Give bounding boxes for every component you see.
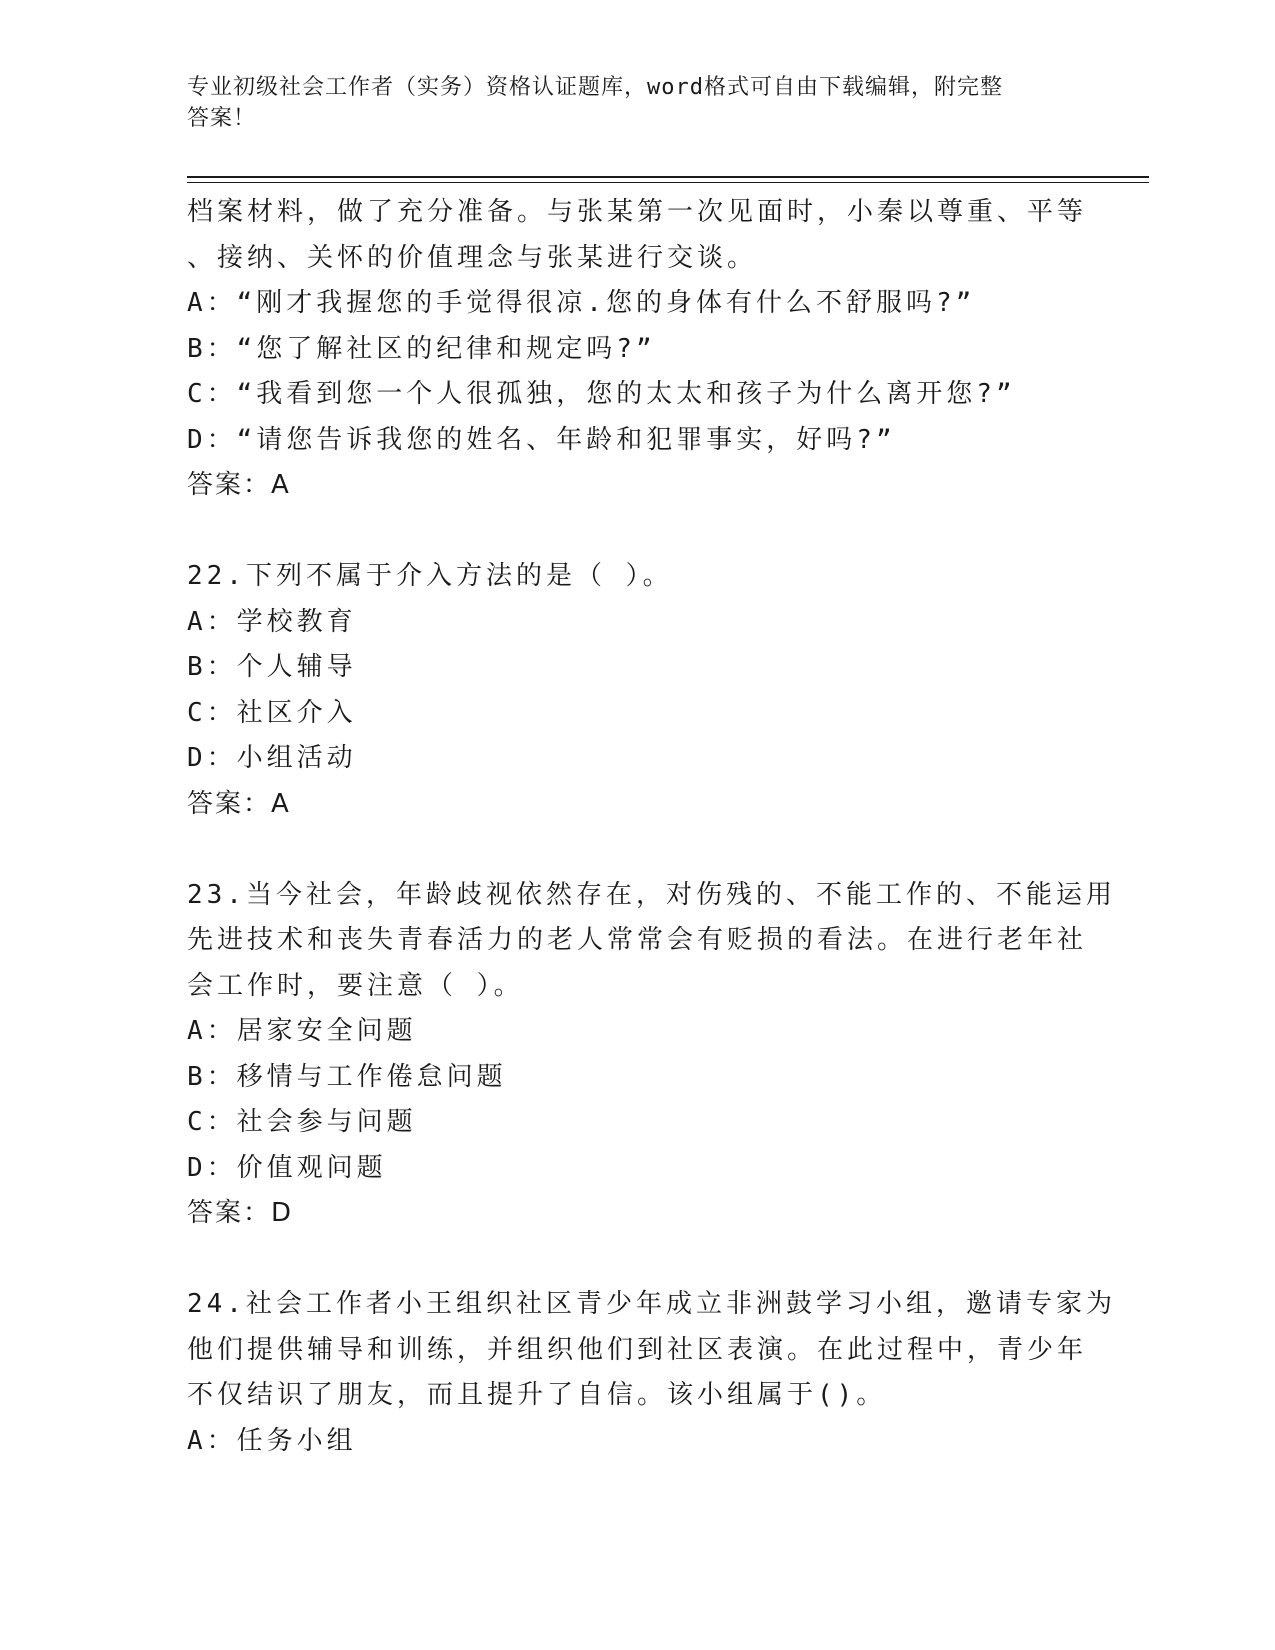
option-d: D：价值观问题: [187, 1152, 387, 1183]
answer-line: 答案：A: [187, 470, 291, 500]
option-c: C：社区介入: [187, 697, 357, 728]
option-a: A：“刚才我握您的手觉得很凉.您的身体有什么不舒服吗?”: [187, 288, 976, 318]
header-divider-thick: [187, 176, 1149, 178]
option-d: D：“请您告诉我您的姓名、年龄和犯罪事实，好吗?”: [187, 424, 896, 455]
header-line-2: 答案！: [187, 106, 257, 131]
question-stem-line: 先进技术和丧失青春活力的老人常常会有贬损的看法。在进行老年社: [187, 925, 1088, 955]
document-body: [187, 190, 1116, 1464]
question-21-continuation: [187, 190, 1087, 509]
header-line-1: 专业初级社会工作者（实务）资格认证题库，word格式可自由下载编辑，附完整: [187, 75, 1003, 100]
question-stem-line: 会工作时，要注意（ ）。: [187, 970, 524, 1001]
option-a: A：居家安全问题: [187, 1016, 417, 1046]
document-header: [187, 72, 1067, 134]
question-23: [187, 873, 1116, 1237]
question-stem-line: 、接纳、关怀的价值理念与张某进行交谈。: [187, 242, 758, 273]
option-a: A：任务小组: [187, 1425, 357, 1456]
option-a: A：学校教育: [187, 606, 357, 637]
spacer: [187, 827, 1087, 873]
option-b: B：个人辅导: [187, 652, 357, 682]
question-24: [187, 1282, 1116, 1464]
question-stem-line: 不仅结识了朋友，而且提升了自信。该小组属于()。: [187, 1380, 887, 1410]
answer-line: 答案：D: [187, 1198, 294, 1228]
question-stem-line: 他们提供辅导和训练，并组织他们到社区表演。在此过程中，青少年: [187, 1334, 1088, 1365]
spacer: [187, 1237, 1087, 1283]
question-stem-line: 22.下列不属于介入方法的是（ ）。: [187, 561, 673, 591]
question-stem-line: 档案材料，做了充分准备。与张某第一次见面时，小秦以尊重、平等: [187, 197, 1088, 227]
option-b: B：移情与工作倦怠问题: [187, 1061, 507, 1092]
question-stem-line: 24.社会工作者小王组织社区青少年成立非洲鼓学习小组，邀请专家为: [187, 1289, 1116, 1319]
option-c: C：社会参与问题: [187, 1107, 417, 1137]
option-b: B：“您了解社区的纪律和规定吗?”: [187, 333, 656, 364]
question-22: [187, 554, 1087, 827]
question-stem-line: 23.当今社会，年龄歧视依然存在，对伤残的、不能工作的、不能运用: [187, 879, 1116, 910]
spacer: [187, 509, 1087, 555]
header-divider-thin: [187, 182, 1149, 183]
option-c: C：“我看到您一个人很孤独，您的太太和孩子为什么离开您?”: [187, 379, 1016, 409]
option-d: D：小组活动: [187, 743, 357, 773]
answer-line: 答案：A: [187, 788, 291, 819]
